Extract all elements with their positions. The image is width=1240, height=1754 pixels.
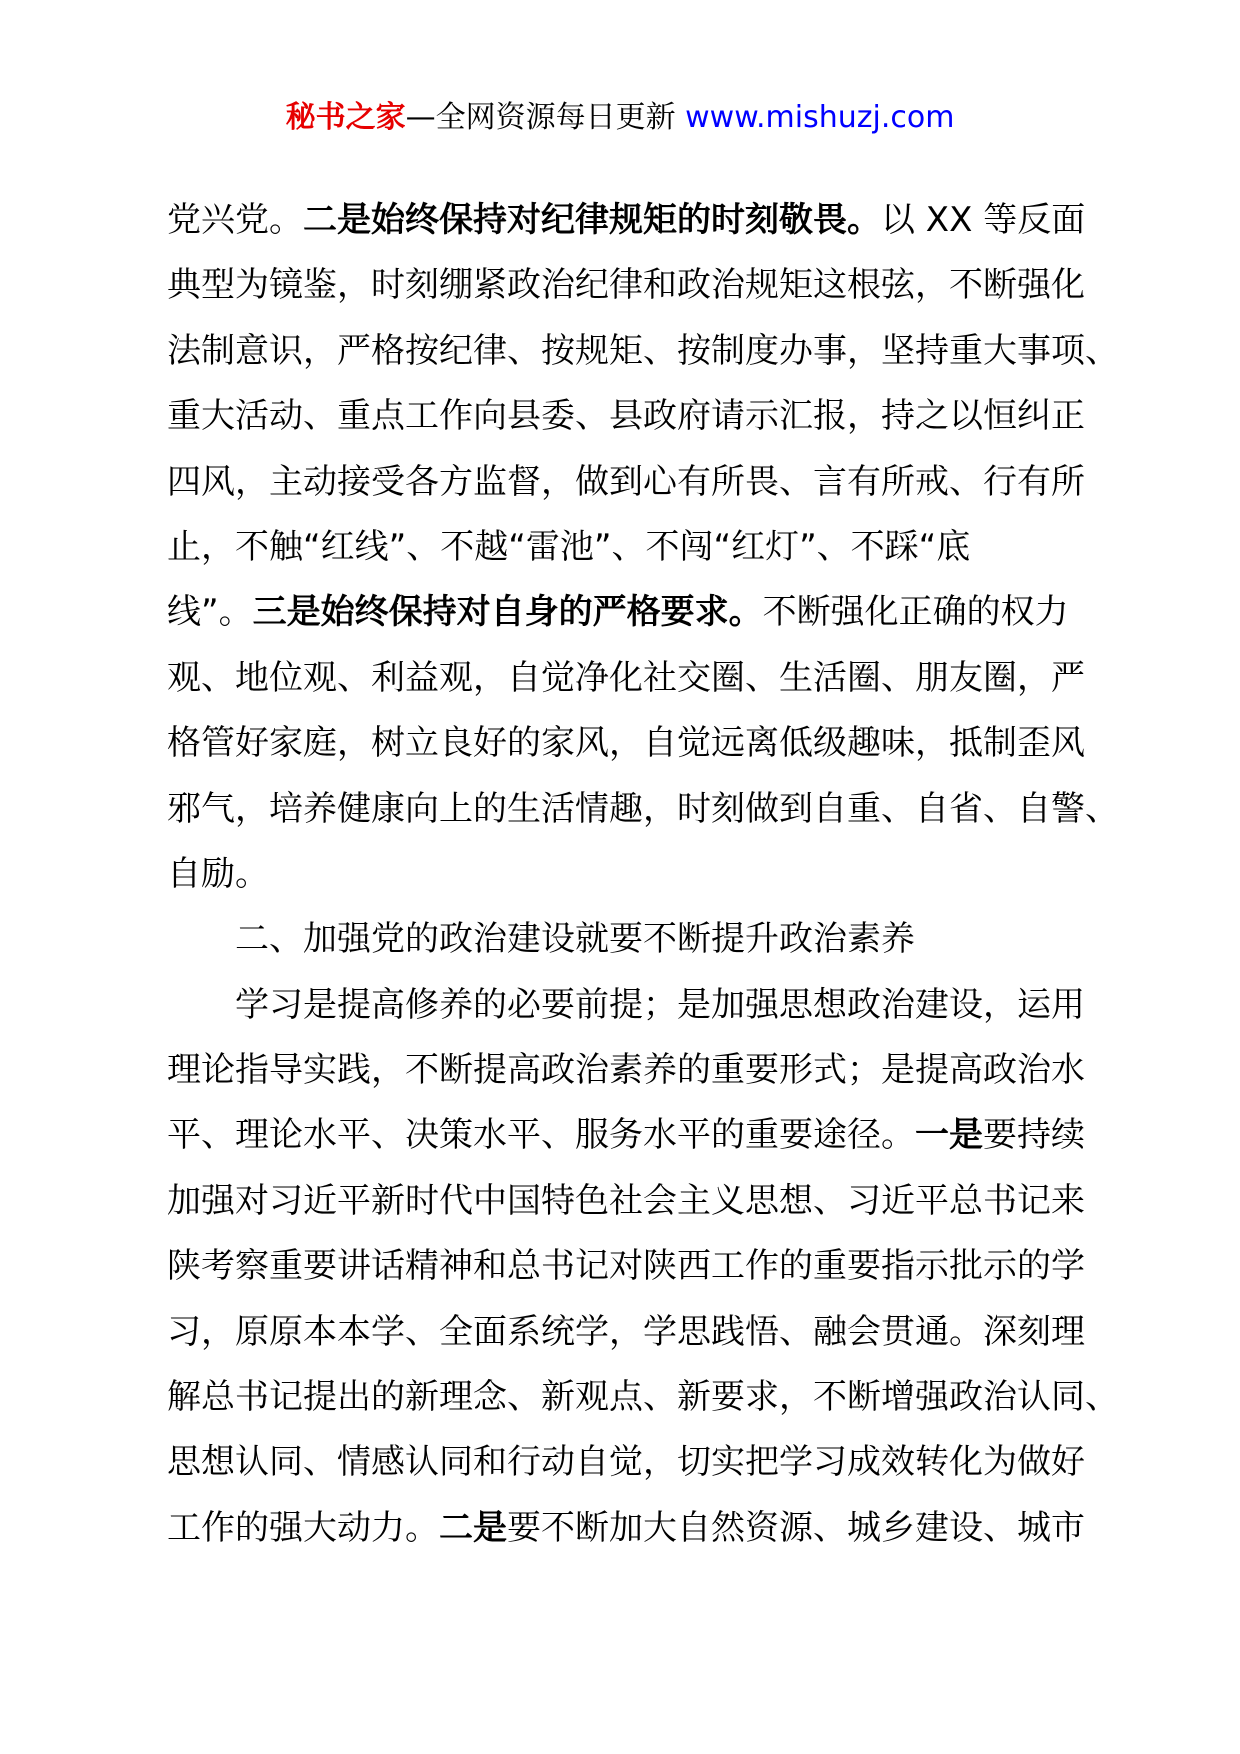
- bold-text-segment: 三是始终保持对自身的严格要求。: [252, 592, 763, 633]
- text-segment: 加强对习近平新时代中国特色社会主义思想、习近平总书记来: [167, 1180, 1085, 1221]
- text-line: [167, 1169, 1097, 1234]
- text-segment: 不断强化正确的权力: [762, 592, 1069, 633]
- brand-name: 秘书之家: [285, 100, 406, 135]
- text-segment: 典型为镜鉴，时刻绷紧政治纪律和政治规矩这根弦，不断强化: [167, 265, 1085, 306]
- text-line: [167, 1234, 1097, 1299]
- text-line: [167, 842, 1097, 907]
- text-segment: 自励。: [167, 853, 269, 894]
- text-line: [167, 1103, 1097, 1168]
- site-header: [0, 96, 1240, 140]
- document-body: [167, 188, 1119, 1561]
- bold-text-segment: 二是: [439, 1507, 507, 1548]
- text-segment: 解总书记提出的新理念、新观点、新要求，不断增强政治认同、: [167, 1377, 1119, 1418]
- text-segment: 要不断加大自然资源、城乡建设、城市: [507, 1507, 1085, 1548]
- text-segment: 党兴党。: [167, 200, 303, 240]
- text-line: [167, 777, 1119, 842]
- header-tagline: —全网资源每日更新: [405, 100, 686, 135]
- text-line: [167, 515, 1097, 580]
- text-line: [167, 711, 1097, 776]
- text-line: [167, 1365, 1119, 1430]
- text-segment: 思想认同、情感认同和行动自觉，切实把学习成效转化为做好: [167, 1442, 1085, 1483]
- text-segment: 学习是提高修养的必要前提；是加强思想政治建设，运用: [235, 984, 1085, 1025]
- text-segment: 观、地位观、利益观，自觉净化社交圈、生活圈、朋友圈，严: [167, 657, 1085, 698]
- text-segment: 理论指导实践，不断提高政治素养的重要形式；是提高政治水: [167, 1050, 1085, 1091]
- text-segment: 止，不触“红线”、不越“雷池”、不闯“红灯”、不踩“底: [167, 526, 971, 567]
- bold-text-segment: 二是始终保持对纪律规矩的时刻敬畏。: [303, 200, 881, 240]
- text-segment: 二、加强党的政治建设就要不断提升政治素养: [235, 919, 915, 960]
- text-segment: 以 XX 等反面: [881, 200, 1086, 240]
- text-segment: 法制意识，严格按纪律、按规矩、按制度办事，坚持重大事项、: [167, 330, 1119, 371]
- text-line: [167, 1038, 1097, 1103]
- text-line: [167, 188, 1097, 253]
- text-segment: 格管好家庭，树立良好的家风，自觉远离低级趣味，抵制歪风: [167, 723, 1085, 764]
- text-line: [167, 384, 1097, 449]
- text-line: [167, 450, 1097, 515]
- text-line: [167, 319, 1119, 384]
- text-segment: 重大活动、重点工作向县委、县政府请示汇报，持之以恒纠正: [167, 396, 1085, 437]
- text-line: [167, 907, 1097, 972]
- text-segment: 平、理论水平、决策水平、服务水平的重要途径。: [167, 1115, 915, 1156]
- bold-text-segment: 一是: [915, 1115, 983, 1156]
- text-segment: 习，原原本本学、全面系统学，学思践悟、融会贯通。深刻理: [167, 1311, 1085, 1352]
- text-line: [167, 253, 1097, 318]
- text-line: [167, 1300, 1097, 1365]
- text-line: [167, 646, 1097, 711]
- text-segment: 四风，主动接受各方监督，做到心有所畏、言有所戒、行有所: [167, 461, 1085, 502]
- text-line: [167, 973, 1097, 1038]
- text-segment: 陕考察重要讲话精神和总书记对陕西工作的重要指示批示的学: [167, 1246, 1085, 1287]
- site-url-link[interactable]: www.mishuzj.com: [685, 100, 955, 135]
- text-segment: 要持续: [983, 1115, 1085, 1156]
- text-segment: 线”。: [167, 592, 253, 633]
- text-line: [167, 1430, 1097, 1495]
- text-line: [167, 1496, 1097, 1561]
- text-segment: 邪气，培养健康向上的生活情趣，时刻做到自重、自省、自警、: [167, 788, 1119, 829]
- text-line: [167, 580, 1097, 645]
- text-segment: 工作的强大动力。: [167, 1507, 439, 1548]
